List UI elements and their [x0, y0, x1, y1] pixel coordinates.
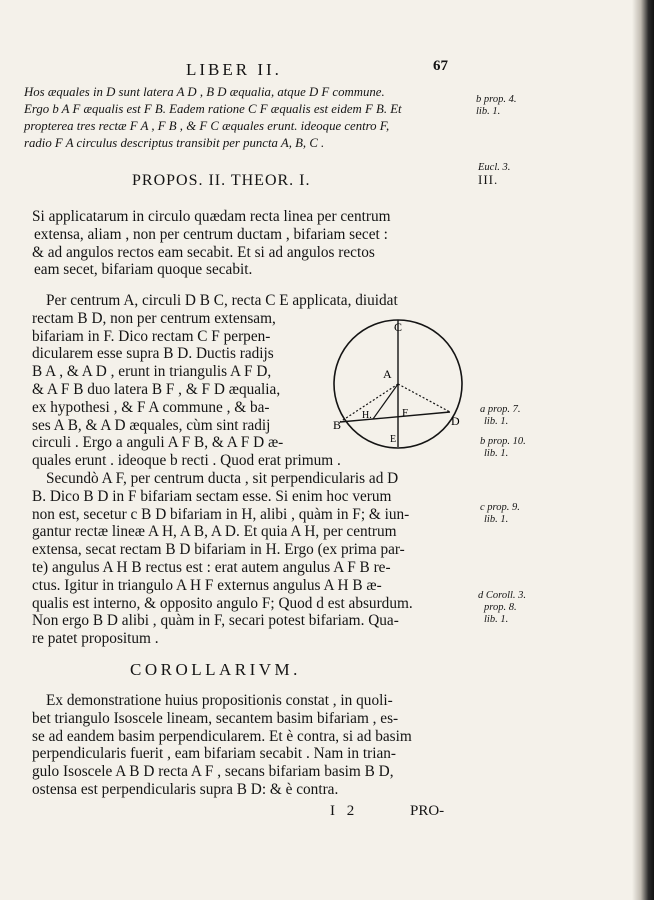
enunciation-line: eam secet, bifariam quoque secabit. — [34, 261, 253, 279]
proof-line: ex hypothesi , & F A commune , & ba- — [32, 398, 270, 416]
intro-line: Ergo b A F æqualis est F B. Eadem ratione C F æqualis est eidem F B. Et — [24, 102, 402, 116]
margin-note-line: III. — [478, 172, 499, 187]
corollary-line: perpendicularis fuerit , eam bifariam secabit . Nam in trian- — [32, 745, 397, 763]
margin-note-line: lib. 1. — [484, 514, 509, 525]
margin-note-line: d Coroll. 3. — [478, 590, 527, 601]
margin-note-b-prop10 — [480, 436, 526, 460]
margin-note-line: lib. 1. — [476, 106, 501, 117]
proof-line: gantur rectæ lineæ A H, A B, A D. Et quia A H, per centrum — [32, 523, 397, 541]
corollary-line: Ex demonstratione huius propositionis constat , in quoli- — [46, 692, 393, 709]
enunciation-line: extensa, aliam , non per centrum ductam , bifariam secet : — [34, 225, 388, 243]
corollary-title: COROLLARIVM. — [130, 660, 301, 679]
chord-line-bd — [340, 412, 450, 422]
margin-note-line: Eucl. 3. — [478, 162, 511, 173]
proposition-title: PROPOS. II. THEOR. I. — [132, 172, 311, 189]
intro-line: Hos æquales in D sunt latera A D , B D æqualia, atque D F commune. — [24, 85, 385, 99]
proof-line: ses A B, & A D æquales, cùm sint radij — [32, 416, 271, 434]
figure-label-c: C — [394, 320, 403, 334]
corollary-line: bet triangulo Isoscele lineam, secantem basim bifariam , es- — [32, 709, 399, 727]
proof-line: qualis est interno, & opposito angulo F; Quod d est absurdum. — [32, 594, 413, 612]
corollary-text — [32, 692, 412, 799]
proof-line: Secundò A F, per centrum ducta , sit perpendicularis ad D — [46, 469, 399, 487]
proof-line: extensa, secat rectam B D bifariam in H. Ergo (ex prima par- — [32, 541, 405, 559]
proof-line: quales erunt . ideoque b recti . Quod erat primum . — [32, 452, 341, 470]
margin-note-a-prop7 — [480, 404, 520, 428]
proof-line: circuli . Ergo a anguli A F B, & A F D æ- — [32, 434, 284, 452]
margin-note-b-prop4 — [476, 94, 516, 118]
corollary-line: ostensa est perpendicularis supra B D: & è contra. — [32, 780, 339, 798]
figure-label-d: D — [451, 414, 460, 428]
proof-line: ctus. Igitur in triangulo A H F externus angulus A H B æ- — [32, 576, 382, 594]
intro-line: propterea tres rectæ F A , F B , & F C æquales erunt. ideoque centro F, — [24, 119, 390, 133]
figure-label-b: B — [333, 418, 342, 432]
proof-line: te) angulus A H B rectus est : erat autem angulus A F B re- — [32, 558, 391, 576]
margin-note-line: lib. 1. — [484, 416, 509, 427]
figure-label-a: A — [383, 367, 392, 381]
figure-label-f: F — [402, 407, 409, 419]
running-head-title: LIBER II. — [186, 60, 282, 79]
proof-line: Per centrum A, circuli D B C, recta C E applicata, diuidat — [46, 292, 398, 309]
margin-note-euclid — [478, 162, 510, 186]
signature-mark: I 2 — [330, 803, 359, 819]
catchword: PRO- — [410, 803, 445, 819]
margin-note-line: b prop. 10. — [480, 436, 526, 447]
figure-label-e: E — [390, 434, 397, 445]
margin-note-line: b prop. 4. — [476, 94, 517, 105]
margin-note-line: a prop. 7. — [480, 404, 521, 415]
intro-line: radio F A circulus descriptus transibit per puncta A, B, C . — [24, 136, 325, 150]
enunciation-line: Si applicatarum in circulo quædam recta linea per centrum — [32, 208, 391, 225]
corollary-line: gulo Isoscele A B D recta A F , secans bifariam basim B D, — [32, 763, 394, 781]
proof-line: non est, secetur c B D bifariam in H, alibi , quàm in F; & iun- — [32, 505, 410, 523]
margin-note-d-coroll — [478, 590, 526, 626]
proof-line: B A , & A D , erunt in triangulis A F D, — [32, 363, 272, 381]
corollary-line: se ad eandem basim perpendicularem. Et è contra, si ad basim — [32, 727, 412, 745]
proof-line: rectam B D, non per centrum extensam, — [32, 309, 276, 327]
line-ah — [373, 384, 398, 419]
folio-number: 67 — [433, 58, 448, 74]
circle-figure — [328, 312, 478, 456]
margin-note-line: lib. 1. — [484, 448, 509, 459]
margin-note-line: c prop. 9. — [480, 502, 520, 513]
proof-line: dicularem esse supra B D. Ductis radijs — [32, 345, 274, 363]
margin-note-c-prop9 — [480, 502, 520, 526]
figure-label-h: H. — [362, 410, 372, 421]
proof-line: bifariam in F. Dico rectam C F perpen- — [32, 327, 271, 345]
intro-paragraph — [24, 84, 402, 152]
margin-note-line: prop. 8. — [484, 602, 517, 613]
proof-line: re patet propositum . — [32, 630, 159, 648]
proof-line: & A F B duo latera B F , & F D æqualia, — [32, 380, 281, 398]
page-edge-shadow — [632, 0, 654, 900]
proof-line: Non ergo B D alibi , quàm in F, secari potest bifariam. Qua- — [32, 612, 399, 630]
enunciation — [32, 208, 391, 279]
margin-note-line: lib. 1. — [484, 614, 509, 625]
enunciation-line: & ad angulos rectos eam secabit. Et si ad angulos rectos — [32, 243, 375, 261]
proof-line: B. Dico B D in F bifariam sectam esse. Si enim hoc verum — [32, 487, 392, 505]
